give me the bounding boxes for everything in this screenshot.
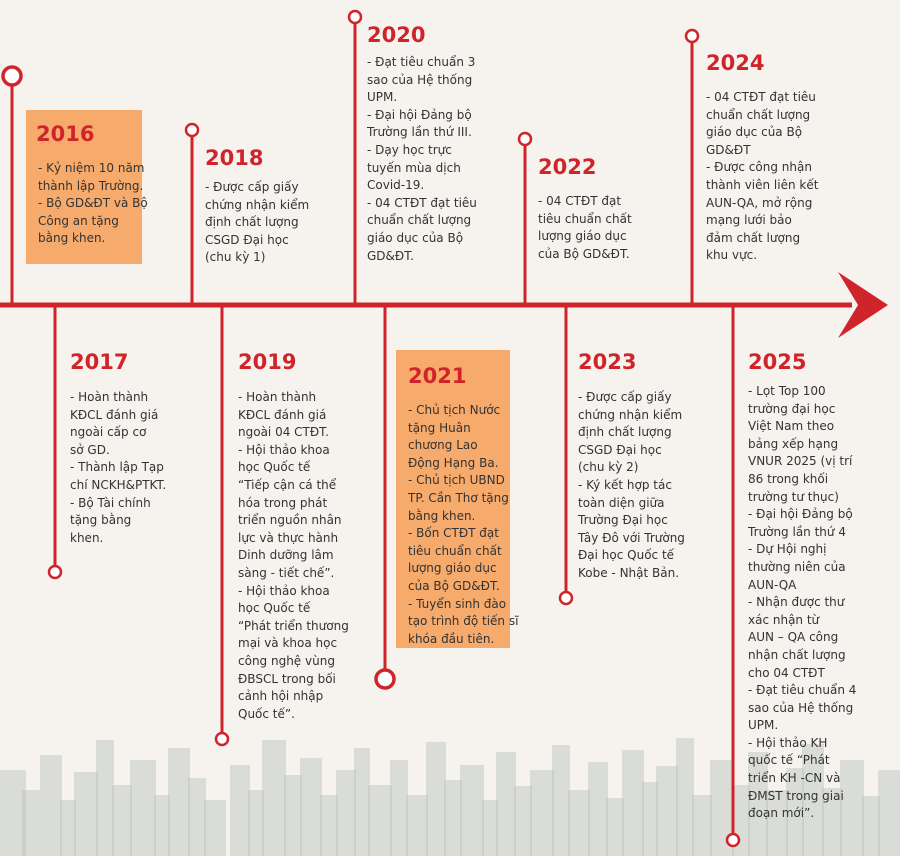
year-label-2019: 2019 [238,350,297,374]
year-label-2020: 2020 [367,23,426,47]
description-line: - 04 CTĐT đạt tiêu [367,195,477,210]
description-line: đảm chất lượng [706,230,801,245]
description-line: học Quốc tế [238,601,311,616]
description-line: đoạn mới”. [748,806,815,821]
description-line: GD&ĐT. [367,248,414,263]
description-line: của Bộ GD&ĐT. [538,246,630,261]
description-line: - Hoàn thành [238,390,317,404]
description-line: nhận chất lượng [748,647,846,662]
milestone-description-2018 [205,179,309,267]
description-line: Kobe - Nhật Bản. [578,565,680,580]
description-line: CSGD Đại học [205,232,289,247]
description-line: khóa đầu tiên. [408,631,495,646]
description-line: - Đạt tiêu chuẩn 4 [748,683,857,698]
description-line: cho 04 CTĐT [748,665,825,680]
description-line: - Hội thảo khoa [238,442,330,457]
milestone-marker-2025 [727,834,739,846]
description-line: - Nhận được thư [748,595,845,610]
description-line: Trường Đại học [578,513,668,528]
description-line: chuẩn chất lượng [706,107,811,122]
year-label-2022: 2022 [538,155,597,179]
description-line: “Phát triển thương [238,618,349,633]
description-line: Covid-19. [367,178,425,193]
description-line: tiêu chuẩn chất [538,211,632,226]
description-line: - 04 CTĐT đạt tiêu [706,90,816,104]
description-line: - 04 CTĐT đạt [538,194,622,208]
year-label-2024: 2024 [706,51,765,75]
description-line: lực và thực hành [238,530,339,545]
description-line: ĐMST trong giai [748,788,844,803]
description-line: KĐCL đánh giá [238,407,327,422]
description-line: - Tuyển sinh đào [408,596,507,611]
milestone-marker-2020 [349,11,361,23]
description-line: Tây Đô với Trường [578,530,685,545]
description-line: Dinh dưỡng lâm [238,548,334,563]
year-label-2017: 2017 [70,350,129,374]
description-line: bằng khen. [38,231,106,246]
milestone-description-2016 [38,160,148,248]
description-line: - Ký kết hợp tác [578,477,672,492]
description-line: - Hội thảo khoa [238,583,330,598]
year-label-2021: 2021 [408,364,467,388]
description-line: thường niên của [748,559,846,574]
description-line: “Tiếp cận cá thể [238,477,337,492]
milestone-marker-2021 [376,670,394,688]
milestone-marker-2018 [186,124,198,136]
description-line: Công an tặng [38,213,119,228]
description-line: lượng giáo dục [538,229,627,244]
description-line: chứng nhận kiểm [578,407,683,422]
description-line: Việt Nam theo [748,419,835,434]
description-line: - Bốn CTĐT đạt [408,526,499,541]
description-line: UPM. [748,718,779,733]
description-line: chương Lao [408,438,478,453]
description-line: giáo dục của Bộ [367,230,464,245]
description-line: TP. Cần Thơ tặng [408,490,509,505]
milestone-description-2024 [706,89,818,265]
description-line: toàn diện giữa [578,495,665,510]
description-line: - Được công nhận [706,160,812,175]
description-line: 86 trong khối [748,471,829,486]
description-line: công nghệ vùng [238,653,335,668]
description-line: Động Hạng Ba. [408,455,499,470]
description-line: VNUR 2025 (vị trí [748,454,853,469]
description-line: tạo trình độ tiến sĩ [408,614,519,629]
description-line: triển KH -CN và [748,771,841,786]
description-line: giáo dục của Bộ [706,125,803,140]
description-line: khu vực. [706,248,758,263]
description-line: - Được cấp giấy [578,390,672,404]
description-line: - Dự Hội nghị [748,542,827,557]
description-line: sao của Hệ thống [367,72,473,87]
description-line: triển nguồn nhân [238,513,342,528]
description-line: - Hội thảo KH [748,735,828,750]
year-label-2025: 2025 [748,350,807,374]
milestone-marker-2022 [519,133,531,145]
milestone-marker-2016 [3,67,21,85]
description-line: sàng - tiết chế”. [238,565,335,580]
description-line: - Đại hội Đảng bộ [748,507,853,522]
milestone-description-2025 [748,383,856,823]
description-line: - Bộ GD&ĐT và Bộ [38,196,148,211]
milestone-description-2017 [70,389,166,547]
description-line: thành lập Trường. [38,178,144,193]
description-line: tặng Huân [408,420,471,435]
description-line: - Hoàn thành [70,390,149,404]
description-line: chứng nhận kiểm [205,197,310,212]
description-line: trường tư thục) [748,489,839,504]
description-line: tặng bằng [70,513,132,528]
description-line: mạng lưới bảo [706,213,792,228]
description-line: định chất lượng [205,215,299,230]
description-line: Quốc tế”. [238,706,295,721]
description-line: sao của Hệ thống [748,700,854,715]
description-line: khen. [70,530,104,545]
description-line: - Đạt tiêu chuẩn 3 [367,55,476,69]
description-line: học Quốc tế [238,460,311,475]
description-line: (chu kỳ 2) [578,460,639,475]
year-label-2016: 2016 [36,122,95,146]
description-line: bằng khen. [408,508,476,523]
year-label-2018: 2018 [205,146,264,170]
description-line: AUN-QA [748,577,797,592]
description-line: - Dạy học trực [367,142,452,157]
description-line: tiêu chuẩn chất [408,543,502,558]
description-line: hóa trong phát [238,495,328,510]
description-line: xác nhận từ [748,612,820,627]
description-line: lượng giáo dục [408,561,497,576]
description-line: Trường lần thứ 4 [748,524,846,539]
description-line: cảnh hội nhập [238,689,324,704]
description-line: chuẩn chất lượng [367,213,472,228]
description-line: - Chủ tịch UBND [408,473,505,488]
milestone-marker-2024 [686,30,698,42]
description-line: KĐCL đánh giá [70,407,159,422]
description-line: - Đại hội Đảng bộ [367,107,472,122]
description-line: - Chủ tịch Nước [408,403,501,417]
description-line: ĐBSCL trong bối [238,671,336,686]
description-line: tuyến mùa dịch [367,160,461,175]
description-line: - Bộ Tài chính [70,495,151,510]
milestone-description-2021 [408,402,518,648]
description-line: định chất lượng [578,425,672,440]
description-line: CSGD Đại học [578,442,662,457]
description-line: bảng xếp hạng [748,436,839,451]
milestone-description-2022 [538,193,632,263]
description-line: của Bộ GD&ĐT. [408,578,500,593]
description-line: thành viên liên kết [706,177,819,192]
description-line: - Thành lập Tạp [70,460,164,475]
milestone-description-2023 [578,389,685,583]
description-line: (chu kỳ 1) [205,250,266,265]
description-line: Trường lần thứ III. [367,125,472,140]
description-line: trường đại học [748,401,836,416]
description-line: - Lọt Top 100 [748,384,826,398]
description-line: AUN – QA công [748,630,839,645]
milestone-description-2020 [367,54,477,265]
description-line: GD&ĐT [706,142,751,157]
description-line: ngoài cấp cơ [70,425,147,440]
description-line: UPM. [367,90,398,105]
description-line: quốc tế “Phát [748,753,830,768]
milestone-marker-2017 [49,566,61,578]
year-label-2023: 2023 [578,350,637,374]
milestone-description-2019 [238,389,349,723]
description-line: chí NCKH&PTKT. [70,477,167,492]
description-line: - Kỷ niệm 10 năm [38,161,145,175]
description-line: - Được cấp giấy [205,180,299,194]
description-line: ngoài 04 CTĐT. [238,425,329,440]
description-line: mại và khoa học [238,636,338,651]
milestone-marker-2023 [560,592,572,604]
description-line: AUN-QA, mở rộng [706,195,813,210]
milestone-marker-2019 [216,733,228,745]
description-line: sở GD. [70,442,110,457]
description-line: Đại học Quốc tế [578,548,675,563]
